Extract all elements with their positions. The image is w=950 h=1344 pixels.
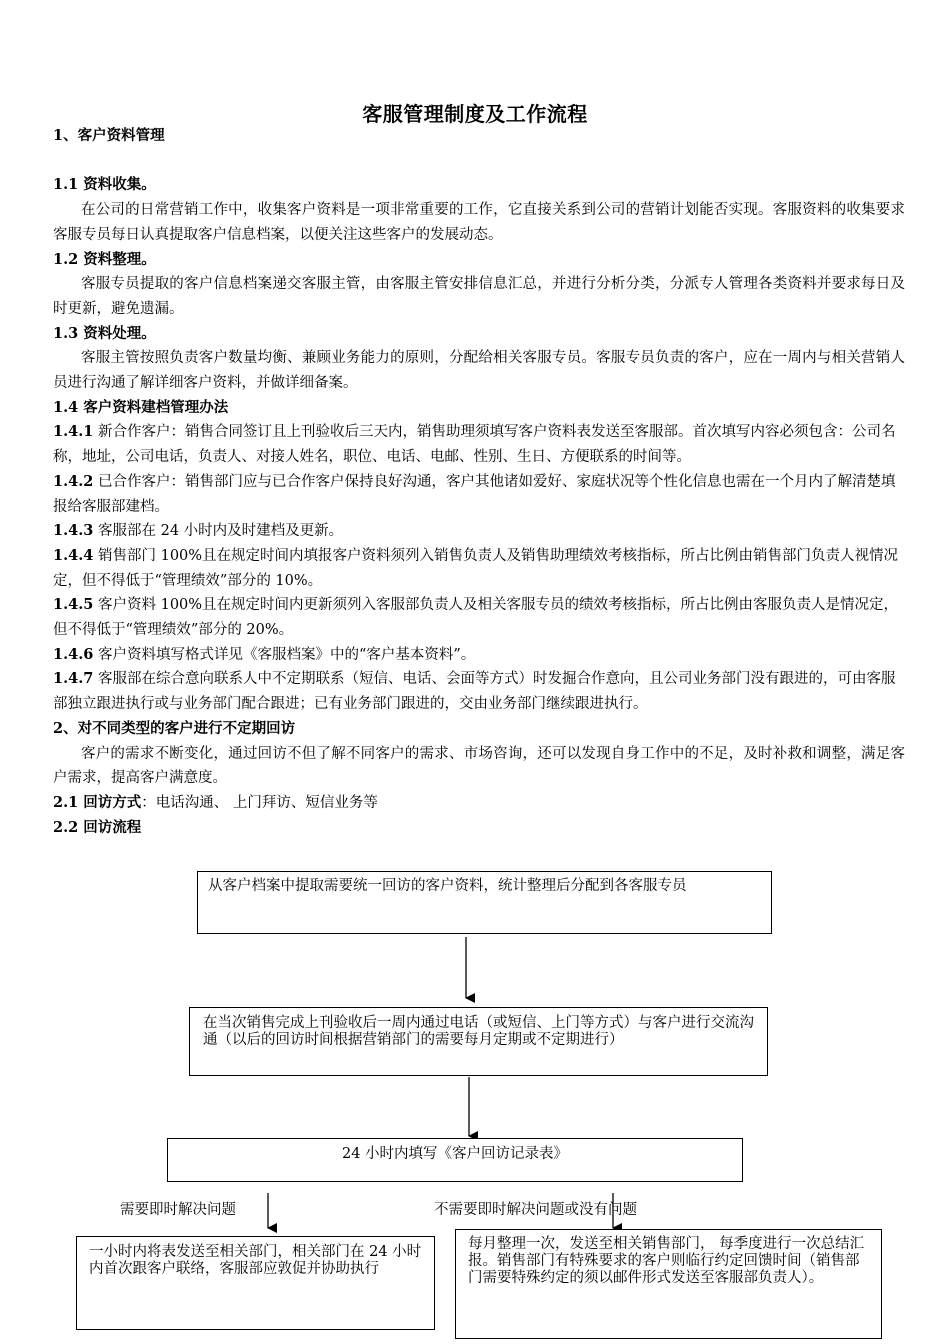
flow-box-communicate <box>189 1007 768 1076</box>
section-2-1-heading: 2.1 回访方式 <box>53 793 142 811</box>
section-2-2-heading: 2.2 回访流程 <box>53 818 142 836</box>
flow-box-urgent-action <box>76 1236 435 1330</box>
section-1-2-text: 客服专员提取的客户信息档案递交客服主管，由客服主管安排信息汇总，并进行分析分类，分派专人管理各类资料并要求每日及时更新，避免遗漏。 <box>53 276 905 317</box>
item-number: 1.4.7 <box>53 670 94 688</box>
item-number: 1.4.2 <box>53 472 94 490</box>
item-number: 1.4.3 <box>53 522 94 540</box>
flow-box-text: 一小时内将表发送至相关部门，相关部门在 24 小时内首次跟客户联络，客服部应敦促并协助执行 <box>89 1244 422 1277</box>
item-text: 客户资料填写格式详见《客服档案》中的“客户基本资料”。 <box>93 646 476 663</box>
item-text: 已合作客户：销售部门应与已合作客户保持良好沟通，客户其他诸如爱好、家庭状况等个性化信息也需在一个月内了解清楚填报给客服部建档。 <box>53 473 896 515</box>
flow-box-text: 24 小时内填写《客户回访记录表》 <box>341 1146 569 1162</box>
section-1-3-text: 客服主管按照负责客户数量均衡、兼顾业务能力的原则，分配给相关客服专员。客服专员负责的客户，应在一周内与相关营销人员进行沟通了解详细客户资料，并做详细备案。 <box>53 350 905 392</box>
item-number: 1.4.5 <box>53 596 94 614</box>
section-1-2-heading: 1.2 资料整理。 <box>53 250 156 268</box>
flow-box-extract <box>197 871 772 934</box>
flow-label-not-urgent: 不需要即时解决问题或没有问题 <box>434 1202 637 1218</box>
section-1-4-heading: 1.4 客户资料建档管理办法 <box>53 398 229 416</box>
item-number: 1.4.6 <box>53 645 94 663</box>
item-text: 客服部在综合意向联系人中不定期联系（短信、电话、会面等方式）时发掘合作意向，且公司业务部门没有跟进的，可由客服部独立跟进执行或与业务部门配合跟进；已有业务部门跟进的，交由业务部门继续跟进执行。 <box>53 671 896 713</box>
flow-box-record <box>167 1138 743 1182</box>
flow-box-text: 在当次销售完成上刊验收后一周内通过电话（或短信、上门等方式）与客户进行交流沟通（以后的回访时间根据营销部门的需要每月定期或不定期进行） <box>203 1015 754 1048</box>
flow-box-text: 从客户档案中提取需要统一回访的客户资料，统计整理后分配到各客服专员 <box>208 878 687 894</box>
section-1-heading: 1、客户资料管理 <box>53 127 165 144</box>
item-text: 客服部在 24 小时内及时建档及更新。 <box>93 523 344 540</box>
flow-box-monthly-summary <box>455 1229 882 1339</box>
document-title: 客服管理制度及工作流程 <box>362 102 588 126</box>
flow-label-urgent: 需要即时解决问题 <box>120 1202 236 1218</box>
item-number: 1.4.1 <box>53 423 94 441</box>
item-number: 1.4.4 <box>53 546 94 564</box>
section-2-text: 客户的需求不断变化，通过回访不但了解不同客户的需求、市场咨询，还可以发现自身工作中的不足，及时补救和调整，满足客户需求，提高客户满意度。 <box>53 745 905 787</box>
section-2-1-text: ：电话沟通、 上门拜访、短信业务等 <box>141 794 378 811</box>
section-2-heading: 2、对不同类型的客户进行不定期回访 <box>53 719 296 737</box>
section-1-1-text: 在公司的日常营销工作中，收集客户资料是一项非常重要的工作，它直接关系到公司的营销计划能否实现。客服资料的收集要求客服专员每日认真提取客户信息档案，以便关注这些客户的发展动态。 <box>53 202 905 243</box>
item-text: 新合作客户：销售合同签订且上刊验收后三天内，销售助理须填写客户资料表发送至客服部。首次填写内容必须包含：公司名称，地址，公司电话，负责人、对接人姓名，职位、电话、电邮、性别、生日、方便联系的时间等。 <box>53 424 896 466</box>
section-1-3-heading: 1.3 资料处理。 <box>53 324 156 342</box>
item-text: 客户资料 100%且在规定时间内更新须列入客服部负责人及相关客服专员的绩效考核指标，所占比例由客服负责人是情况定，但不得低于“管理绩效”部分的 20%。 <box>53 597 899 639</box>
item-text: 销售部门 100%且在规定时间内填报客户资料须列入销售负责人及销售助理绩效考核指标，所占比例由销售部门负责人视情况定，但不得低于“管理绩效”部分的 10%。 <box>53 547 899 589</box>
section-1-1-heading: 1.1 资料收集。 <box>53 176 156 194</box>
flow-box-text: 每月整理一次，发送至相关销售部门， 每季度进行一次总结汇报。销售部门有特殊要求的客户则临行约定回馈时间（销售部门需要特殊约定的须以邮件形式发送至客服部负责人）。 <box>468 1236 865 1286</box>
